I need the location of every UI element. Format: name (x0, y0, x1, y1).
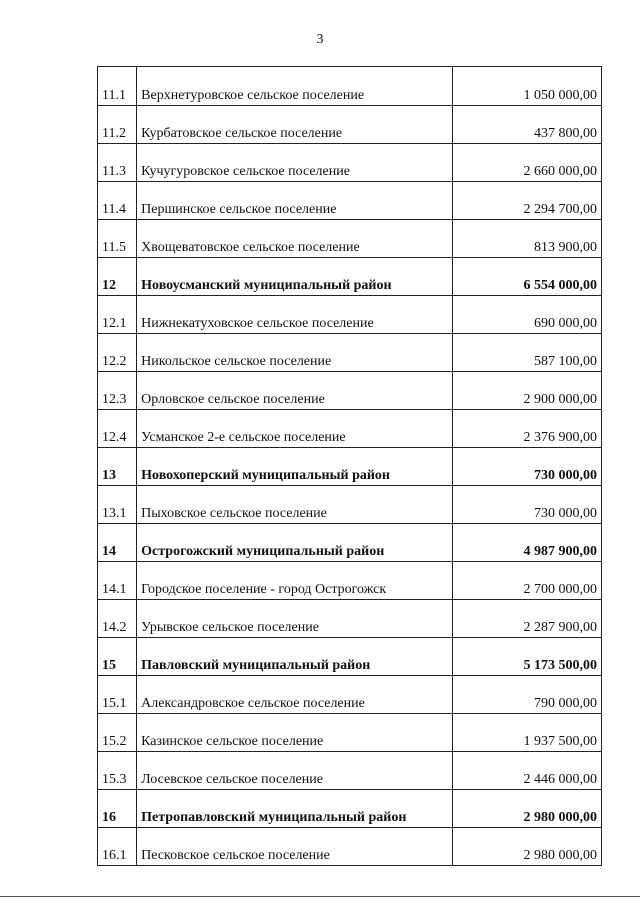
bottom-divider (0, 896, 640, 897)
row-name: Александровское сельское поселение (137, 676, 452, 714)
row-number: 15.1 (98, 676, 137, 714)
row-number: 15 (98, 638, 137, 676)
table-row-settlement (98, 486, 602, 524)
row-amount: 437 800,00 (452, 106, 601, 144)
table-row-settlement (98, 144, 602, 182)
row-amount: 2 294 700,00 (452, 182, 601, 220)
row-amount: 4 987 900,00 (452, 524, 601, 562)
table-row-district (98, 790, 602, 828)
row-name: Хвощеватовское сельское поселение (137, 220, 452, 258)
row-amount: 1 937 500,00 (452, 714, 601, 752)
row-name: Казинское сельское поселение (137, 714, 452, 752)
row-amount: 790 000,00 (452, 676, 601, 714)
table-row-settlement (98, 220, 602, 258)
table-row-settlement (98, 562, 602, 600)
table-row-settlement (98, 600, 602, 638)
row-name: Павловский муниципальный район (137, 638, 452, 676)
budget-table (97, 66, 602, 866)
row-name: Першинское сельское поселение (137, 182, 452, 220)
table-row-settlement (98, 714, 602, 752)
row-number: 12.1 (98, 296, 137, 334)
table-row-settlement (98, 828, 602, 866)
row-amount: 2 376 900,00 (452, 410, 601, 448)
table-row-settlement (98, 106, 602, 144)
row-number: 12 (98, 258, 137, 296)
row-name: Никольское сельское поселение (137, 334, 452, 372)
row-name: Острогожский муниципальный район (137, 524, 452, 562)
row-name: Лосевское сельское поселение (137, 752, 452, 790)
row-name: Городское поселение - город Острогожск (137, 562, 452, 600)
table-row-settlement (98, 334, 602, 372)
row-amount: 5 173 500,00 (452, 638, 601, 676)
row-amount: 2 446 000,00 (452, 752, 601, 790)
table-body (98, 67, 602, 866)
row-number: 15.3 (98, 752, 137, 790)
row-number: 14 (98, 524, 137, 562)
table-row-district (98, 524, 602, 562)
row-amount: 587 100,00 (452, 334, 601, 372)
row-amount: 690 000,00 (452, 296, 601, 334)
row-amount: 2 700 000,00 (452, 562, 601, 600)
row-amount: 2 900 000,00 (452, 372, 601, 410)
row-name: Песковское сельское поселение (137, 828, 452, 866)
table-row-district (98, 258, 602, 296)
row-number: 11.3 (98, 144, 137, 182)
row-number: 12.3 (98, 372, 137, 410)
row-number: 11.5 (98, 220, 137, 258)
row-name: Петропавловский муниципальный район (137, 790, 452, 828)
row-name: Нижнекатуховское сельское поселение (137, 296, 452, 334)
row-number: 16.1 (98, 828, 137, 866)
row-number: 12.2 (98, 334, 137, 372)
row-name: Верхнетуровское сельское поселение (137, 67, 452, 106)
row-number: 14.2 (98, 600, 137, 638)
row-amount: 2 660 000,00 (452, 144, 601, 182)
row-number: 14.1 (98, 562, 137, 600)
row-number: 12.4 (98, 410, 137, 448)
table-row-settlement (98, 752, 602, 790)
page-number: 3 (316, 32, 324, 47)
row-number: 11.2 (98, 106, 137, 144)
row-amount: 6 554 000,00 (452, 258, 601, 296)
row-number: 11.1 (98, 67, 137, 106)
row-amount: 730 000,00 (452, 486, 601, 524)
row-name: Пыховское сельское поселение (137, 486, 452, 524)
table-row-settlement (98, 676, 602, 714)
table-row-settlement (98, 67, 602, 106)
row-number: 11.4 (98, 182, 137, 220)
row-amount: 730 000,00 (452, 448, 601, 486)
row-name: Курбатовское сельское поселение (137, 106, 452, 144)
row-amount: 2 287 900,00 (452, 600, 601, 638)
row-name: Усманское 2-е сельское поселение (137, 410, 452, 448)
row-amount: 1 050 000,00 (452, 67, 601, 106)
row-amount: 2 980 000,00 (452, 828, 601, 866)
row-number: 13.1 (98, 486, 137, 524)
row-number: 15.2 (98, 714, 137, 752)
row-name: Новохоперский муниципальный район (137, 448, 452, 486)
row-number: 16 (98, 790, 137, 828)
row-name: Урывское сельское поселение (137, 600, 452, 638)
row-name: Новоусманский муниципальный район (137, 258, 452, 296)
table-row-district (98, 448, 602, 486)
table-row-settlement (98, 410, 602, 448)
table-row-district (98, 638, 602, 676)
row-name: Кучугуровское сельское поселение (137, 144, 452, 182)
row-amount: 813 900,00 (452, 220, 601, 258)
table-row-settlement (98, 296, 602, 334)
row-number: 13 (98, 448, 137, 486)
table-row-settlement (98, 372, 602, 410)
row-name: Орловское сельское поселение (137, 372, 452, 410)
row-amount: 2 980 000,00 (452, 790, 601, 828)
table-row-settlement (98, 182, 602, 220)
